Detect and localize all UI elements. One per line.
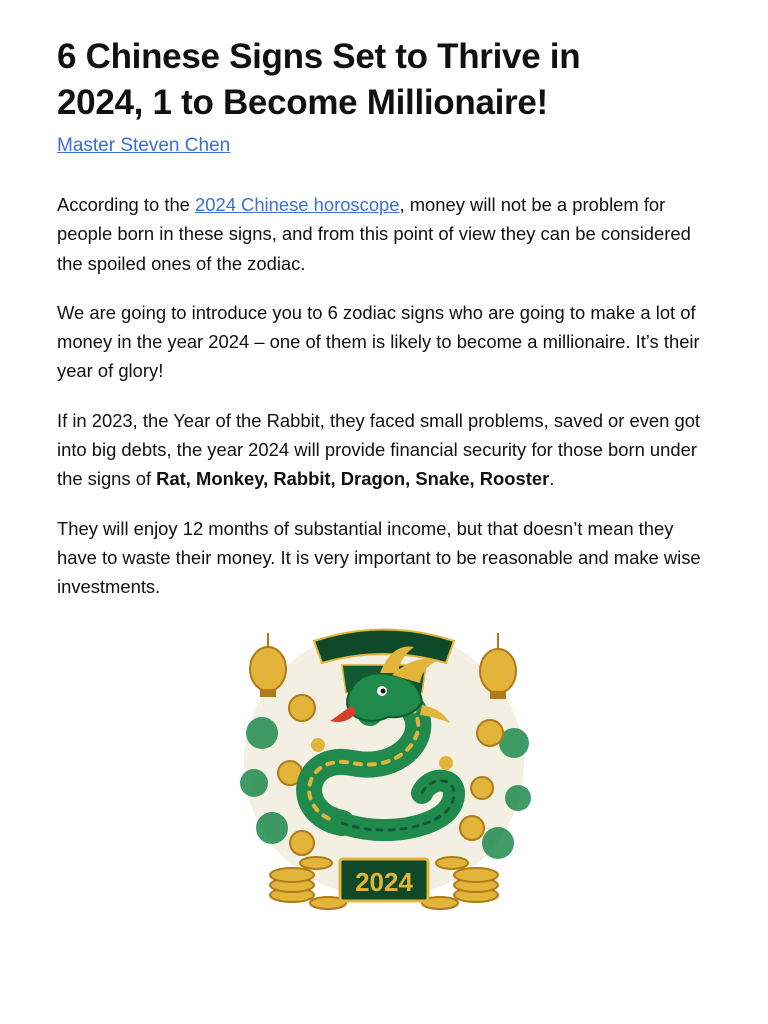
article-body bbox=[57, 190, 717, 602]
plaque-year-text: 2024 bbox=[355, 867, 413, 897]
paragraph-1-rest: , money will not be a problem for people born in these signs, and from this point of view they can be considered the spoiled ones of the zodiac. bbox=[57, 194, 691, 274]
green-dragon-illustration bbox=[232, 613, 536, 925]
paragraph-1 bbox=[57, 190, 717, 278]
author-link[interactable]: Master Steven Chen bbox=[57, 135, 231, 156]
paragraph-1-lead: According to the bbox=[57, 194, 196, 215]
horoscope-link[interactable]: 2024 Chinese horoscope bbox=[195, 194, 400, 215]
paragraph-3-end: . bbox=[549, 468, 555, 490]
article bbox=[57, 34, 717, 622]
article-title: 6 Chinese Signs Set to Thrive in 2024, 1 to Become Millionaire! bbox=[57, 37, 581, 122]
paragraph-3-lead: If in 2023, the Year of the Rabbit, they faced small problems, saved or even got into big debts, the year 2024 will provide financial security for those born under the signs of bbox=[57, 409, 701, 490]
year-plaque bbox=[340, 859, 428, 901]
paragraph-3 bbox=[57, 406, 717, 494]
paragraph-4: They will enjoy 12 months of substantial income, but that doesn’t mean they have to waste their money. It is very important to be reasonable and make wise investments. bbox=[57, 517, 701, 598]
paragraph-2: We are going to introduce you to 6 zodiac signs who are going to make a lot of money in the year 2024 – one of them is likely to become a millionaire. It’s their year of glory! bbox=[57, 301, 700, 382]
dragon-2024-image bbox=[232, 613, 536, 925]
zodiac-signs-list: Rat, Monkey, Rabbit, Dragon, Snake, Rooster bbox=[156, 468, 550, 490]
